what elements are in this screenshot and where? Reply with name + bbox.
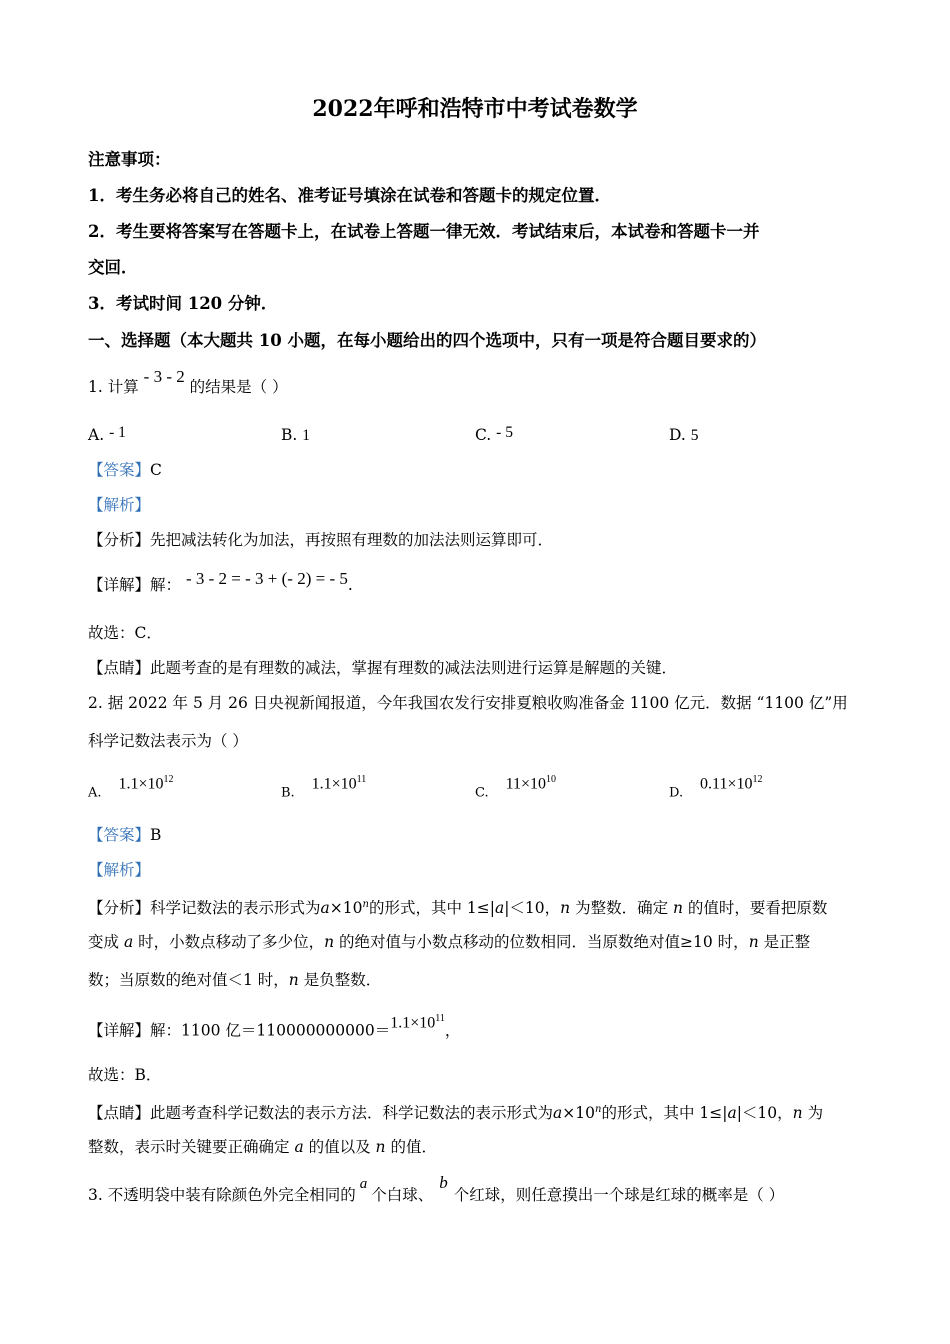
q2-option-c: C. $11\times 10^{10}$ (475, 774, 556, 801)
q2-stem-line-1: 2. 据 2022 年 5 月 26 日央视新闻报道，今年我国农发行安排夏粮收购准备金 1100 亿元．数据 “1100 亿”用 (88, 694, 848, 712)
q1-prefix: 1. 计算 (88, 378, 139, 396)
q1-choose: 故选：C． (88, 624, 162, 642)
q2-choose: 故选：B． (88, 1066, 162, 1084)
q2-fenxi-line-2: 变成 a 时，小数点移动了多少位，n 的绝对值与小数点移动的位数相同．当原数绝对值≥10 时，n 是正整 (88, 933, 811, 951)
notice-item-2-cont: 交回． (88, 258, 138, 277)
q1-fenxi: 【分析】先把减法转化为加法，再按照有理数的加法法则运算即可． (88, 531, 554, 549)
q2-option-b: B. $1.1\times 10^{11}$ (281, 774, 367, 801)
q2-comment-line-1: 【点睛】此题考查科学记数法的表示方法．科学记数法的表示形式为$a\times 10^n$的形式，其中 1≤|a|＜10，n 为 (88, 1104, 824, 1123)
notice-item-3: 3．考试时间 120 分钟． (88, 294, 278, 313)
q1-detail: 【详解】解： - 3 - 2 = - 3 + (- 2) = - 5. (88, 569, 353, 594)
q1-detail-expression: - 3 - 2 = - 3 + (- 2) = - 5 (185, 569, 348, 588)
q1-option-d: D. 5 (669, 426, 699, 444)
q1-comment: 【点睛】此题考查的是有理数的减法，掌握有理数的减法法则进行运算是解题的关键． (88, 659, 678, 677)
q1-option-a: A. - 1 (88, 424, 126, 444)
q1-option-c: C. - 5 (475, 424, 513, 444)
q2-analysis-tag: 【解析】 (88, 861, 151, 879)
notice-item-1: 1．考生务必将自己的姓名、准考证号填涂在试卷和答题卡的规定位置． (88, 186, 611, 205)
q2-detail: 【详解】解：1100 亿$=110000000000=1.1\times 10^{11}$， (88, 1013, 461, 1040)
q3-var-b: b (439, 1173, 448, 1192)
section-heading: 一、选择题（本大题共 10 小题，在每小题给出的四个选项中，只有一项是符合题目要求的） (88, 331, 766, 350)
q1-option-b: B. 1 (281, 426, 311, 444)
q2-option-a: A. $1.1\times 10^{12}$ (88, 774, 174, 801)
q2-fenxi-line-3: 数；当原数的绝对值＜1 时，n 是负整数． (88, 971, 382, 989)
answer-tag: 【答案】 (88, 461, 151, 479)
q2-answer: 【答案】B (88, 826, 162, 844)
q1-stem (88, 367, 288, 397)
page-title: 2022年呼和浩特市中考试卷数学 (312, 96, 638, 122)
q1-expression: - 3 - 2 (143, 367, 185, 386)
notice-item-2: 2．考生要将答案写在答题卡上，在试卷上答题一律无效．考试结束后，本试卷和答题卡一并 (88, 222, 760, 241)
q2-comment-line-2: 整数，表示时关键要正确确定 a 的值以及 n 的值． (88, 1138, 437, 1156)
q2-stem-line-2: 科学记数法表示为（ ） (88, 732, 248, 750)
q3-stem: 3. 不透明袋中装有除颜色外完全相同的a个白球、b个红球，则任意摸出一个球是红球的概率是（ ） (88, 1173, 785, 1204)
notice-heading: 注意事项： (88, 150, 171, 169)
q1-analysis-tag: 【解析】 (88, 496, 151, 514)
q2-option-d: D. $0.11\times 10^{12}$ (669, 774, 763, 801)
q1-suffix: 的结果是（ ） (189, 378, 288, 396)
q3-var-a: a (359, 1176, 368, 1192)
q2-fenxi-line-1: 【分析】科学记数法的表示形式为$a\times 10^n$的形式，其中 1≤|a|＜10，n 为整数．确定 n 的值时，要看把原数 (88, 899, 828, 918)
q1-answer: 【答案】C (88, 461, 162, 479)
